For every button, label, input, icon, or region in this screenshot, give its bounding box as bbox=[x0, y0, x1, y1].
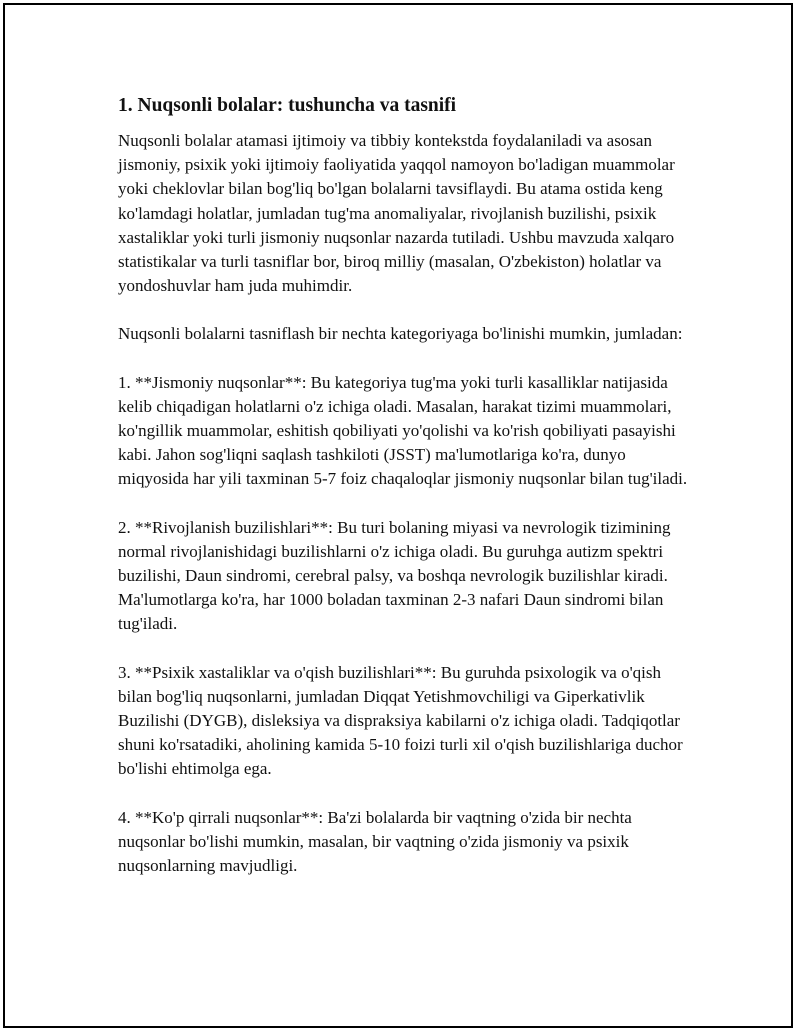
paragraph-item-developmental: 2. **Rivojlanish buzilishlari**: Bu turi bolaning miyasi va nevrologik tizimining normal rivojlanishidagi buzilishlarni o'z ichiga oladi. Bu guruhga autizm spektri buzilishi, Daun sindromi, cerebral palsy, va boshqa nevrologik buzilishlar kiradi. Ma'lumotlarga ko'ra, har 1000 boladan taxminan 2-3 nafari Daun sindromi bilan tug'iladi. bbox=[118, 517, 671, 634]
document-body bbox=[118, 93, 688, 902]
paragraph-classification-lead: Nuqsonli bolalarni tasniflash bir nechta kategoriyaga bo'linishi mumkin, jumladan: bbox=[118, 324, 683, 344]
paragraph-item-psychological: 3. **Psixik xastaliklar va o'qish buzilishlari**: Bu guruhda psixologik va o'qish bilan bog'liq nuqsonlarni, jumladan Diqqat Yetishmovchiligi va Giperkativlik Buzilishi (DYGB), disleksiya va dispraksiya kabilarni o'z ichiga oladi. Tadqiqotlar shuni ko'rsatadiki, aholining kamida 5-10 foizi turli xil o'qish buzilishlariga duchor bo'lishi ehtimolga ega. bbox=[118, 662, 683, 779]
paragraph-intro: Nuqsonli bolalar atamasi ijtimoiy va tibbiy kontekstda foydalaniladi va asosan jismoniy, psixik yoki ijtimoiy faoliyatida yaqqol namoyon bo'ladigan muammolar yoki cheklovlar bilan bog'liq bo'lgan bolalarni tavsiflaydi. Bu atama ostida keng ko'lamdagi holatlar, jumladan tug'ma anomaliyalar, rivojlanish buzilishi, psixik xastaliklar yoki turli jismoniy nuqsonlar nazarda tutiladi. Ushbu mavzuda xalqaro statistikalar va turli tasniflar bor, biroq milliy (masalan, O'zbekiston) holatlar va yondoshuvlar ham juda muhimdir. bbox=[118, 131, 675, 296]
paragraph-item-physical: 1. **Jismoniy nuqsonlar**: Bu kategoriya tug'ma yoki turli kasalliklar natijasida kelib chiqadigan holatlarni o'z ichiga oladi. Masalan, harakat tizimi muammolari, ko'ngillik muammolar, eshitish qobiliyati yo'qolishi va ko'rish qobiliyati pasayishi kabi. Jahon sog'liqni saqlash tashkiloti (JSST) ma'lumotlariga ko'ra, dunyo miqyosida har yili taxminan 5-7 foiz chaqaloqlar jismoniy nuqsonlar bilan tug'iladi. bbox=[118, 372, 688, 489]
section-heading: 1. Nuqsonli bolalar: tushuncha va tasnifi bbox=[118, 95, 457, 116]
paragraph-item-multiple: 4. **Ko'p qirrali nuqsonlar**: Ba'zi bolalarda bir vaqtning o'zida bir nechta nuqsonlar bo'lishi mumkin, masalan, bir vaqtning o'zida jismoniy va psixik nuqsonlarning mavjudligi. bbox=[118, 807, 632, 876]
